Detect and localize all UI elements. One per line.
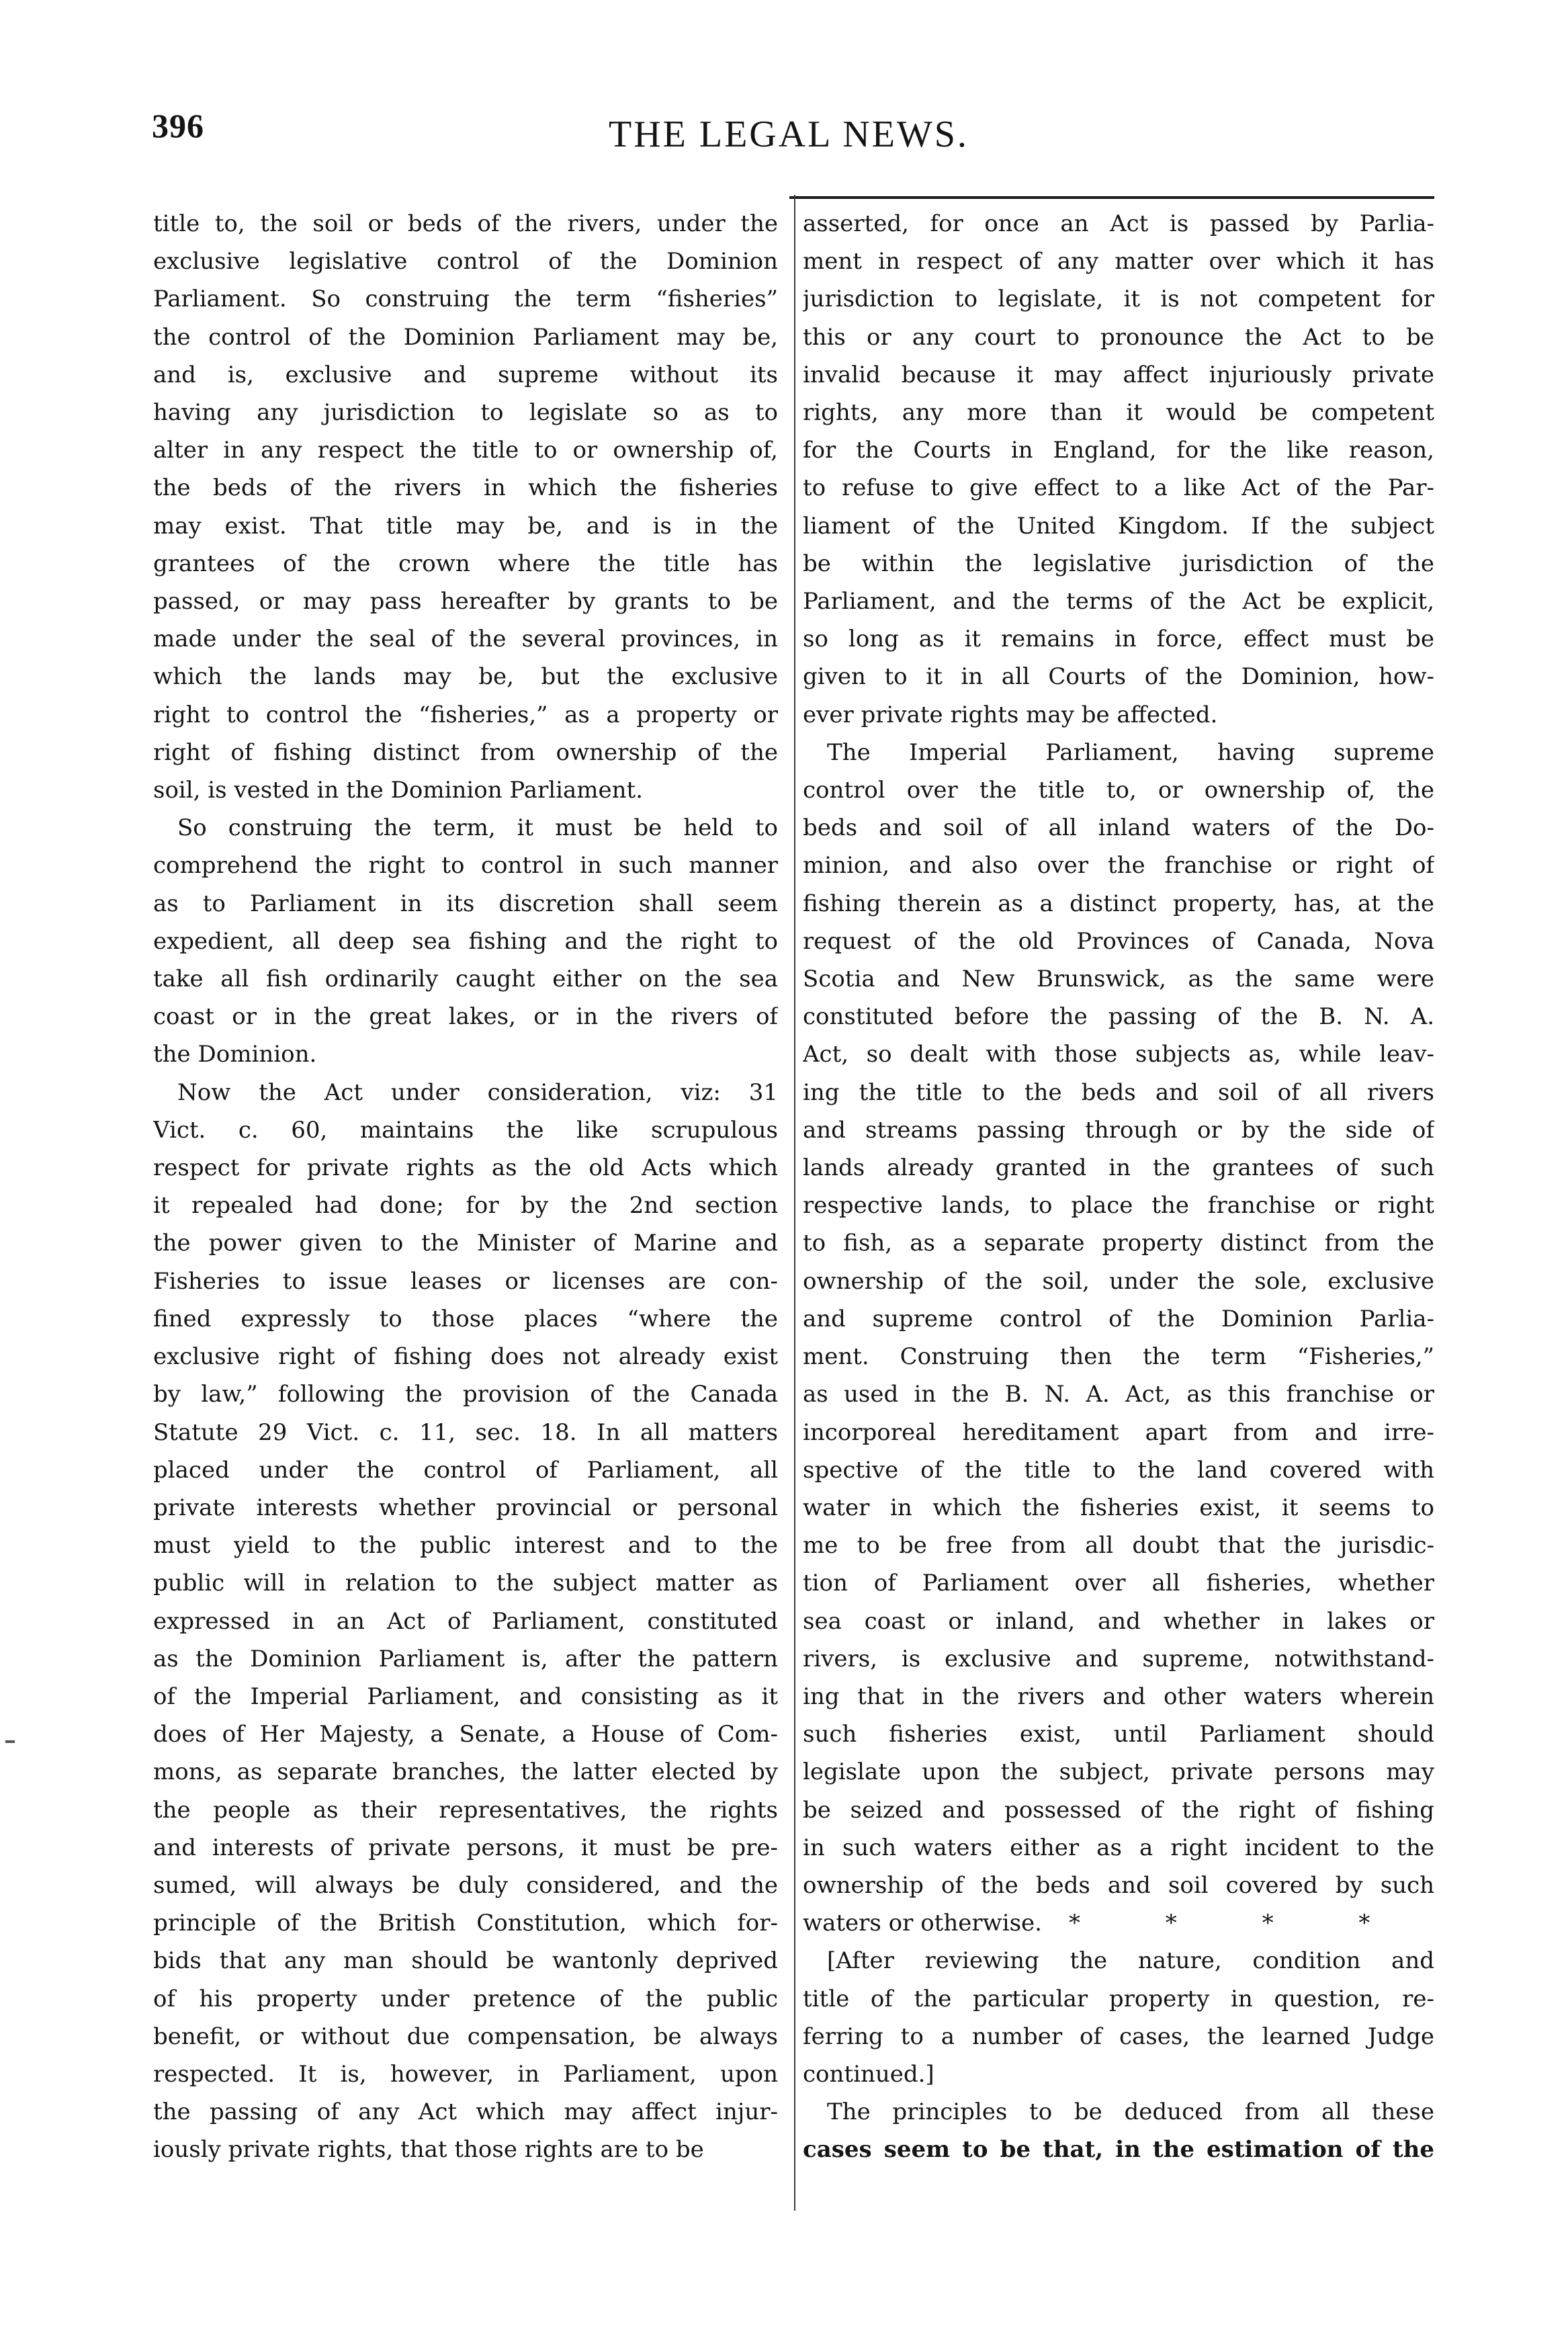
text-line: made under the seal of the several provinces, in bbox=[153, 626, 778, 653]
text-line: expedient, all deep sea fishing and the right to bbox=[153, 927, 778, 955]
text-line: beds and soil of all inland waters of the Do- bbox=[803, 814, 1434, 842]
text-line: minion, and also over the franchise or right of bbox=[803, 852, 1434, 880]
text-line: the Dominion. bbox=[153, 1041, 317, 1068]
text-line: to fish, as a separate property distinct from the bbox=[803, 1230, 1434, 1257]
page-header bbox=[152, 106, 1435, 180]
text-line: fishing therein as a distinct property, has, at the bbox=[803, 890, 1434, 917]
text-line: me to be free from all doubt that the jurisdic- bbox=[803, 1532, 1434, 1560]
text-line: Fisheries to issue leases or licenses are con- bbox=[153, 1267, 778, 1295]
text-line: [After reviewing the nature, condition and bbox=[827, 1947, 1434, 1975]
ellipsis-stars: * * * * bbox=[1068, 1910, 1409, 1937]
text-line: Parliament, and the terms of the Act be explicit, bbox=[803, 588, 1434, 615]
text-line: asserted, for once an Act is passed by Parlia- bbox=[803, 210, 1434, 237]
text-line: soil, is vested in the Dominion Parliament. bbox=[153, 777, 644, 804]
text-line: the passing of any Act which may affect injur- bbox=[153, 2098, 778, 2126]
text-line: the beds of the rivers in which the fisheries bbox=[153, 474, 778, 502]
text-line: ment. Construing then the term “Fisheries,” bbox=[803, 1343, 1434, 1371]
text-line: continued.] bbox=[803, 2060, 934, 2088]
page-number: 396 bbox=[152, 107, 204, 144]
text-line: legislate upon the subject, private persons may bbox=[803, 1758, 1434, 1786]
text-line: take all fish ordinarily caught either on the sea bbox=[153, 966, 778, 993]
text-line: Act, so dealt with those subjects as, while leav- bbox=[803, 1041, 1434, 1068]
text-line: title to, the soil or beds of the rivers, under the bbox=[153, 210, 778, 237]
text-line: lands already granted in the grantees of such bbox=[803, 1154, 1434, 1182]
text-line: cases seem to be that, in the estimation of the bbox=[803, 2136, 1434, 2164]
text-line: as the Dominion Parliament is, after the pattern bbox=[153, 1645, 778, 1672]
text-line: and is, exclusive and supreme without its bbox=[153, 361, 778, 388]
text-line: and streams passing through or by the side of bbox=[803, 1116, 1434, 1144]
text-line: Vict. c. 60, maintains the like scrupulous bbox=[153, 1116, 778, 1144]
text-line: of his property under pretence of the public bbox=[153, 1985, 778, 2012]
text-line: and supreme control of the Dominion Parlia- bbox=[803, 1305, 1434, 1332]
text-line: right of fishing distinct from ownership of the bbox=[153, 738, 778, 766]
text-line: title of the particular property in question, re- bbox=[803, 1985, 1434, 2012]
text-line: spective of the title to the land covered with bbox=[803, 1456, 1434, 1484]
left-column bbox=[153, 205, 778, 2169]
running-title: THE LEGAL NEWS. bbox=[609, 114, 969, 155]
text-line: as to Parliament in its discretion shall seem bbox=[153, 890, 778, 917]
text-line: may exist. That title may be, and is in the bbox=[153, 512, 778, 540]
text-line: such fisheries exist, until Parliament should bbox=[803, 1721, 1434, 1748]
text-line: control over the title to, or ownership of, the bbox=[803, 777, 1434, 804]
text-line: ing that in the rivers and other waters wherein bbox=[803, 1683, 1434, 1710]
text-line: grantees of the crown where the title has bbox=[153, 550, 778, 577]
text-line: invalid because it may affect injuriously private bbox=[803, 361, 1434, 388]
column-divider bbox=[794, 195, 795, 2211]
text-line: having any jurisdiction to legislate so as to bbox=[153, 399, 778, 427]
text-line: ownership of the soil, under the sole, exclusive bbox=[803, 1267, 1434, 1295]
text-line: ever private rights may be affected. bbox=[803, 701, 1218, 728]
text-line: ferring to a number of cases, the learned Judge bbox=[803, 2023, 1434, 2050]
paragraph bbox=[803, 205, 1434, 734]
text-line: ment in respect of any matter over which it has bbox=[803, 248, 1434, 275]
text-line: alter in any respect the title to or ownership of, bbox=[153, 437, 778, 464]
text-line: exclusive legislative control of the Dominion bbox=[153, 248, 778, 275]
text-line: water in which the fisheries exist, it seems to bbox=[803, 1494, 1434, 1521]
text-line: given to it in all Courts of the Dominion, how- bbox=[803, 663, 1434, 691]
text-line: tion of Parliament over all fisheries, whether bbox=[803, 1570, 1434, 1597]
text-line: rights, any more than it would be competent bbox=[803, 399, 1434, 427]
text-line: request of the old Provinces of Canada, Nova bbox=[803, 927, 1434, 955]
text-line: sumed, will always be duly considered, and the bbox=[153, 1871, 778, 1899]
text-line: rivers, is exclusive and supreme, notwithstand- bbox=[803, 1645, 1434, 1672]
paragraph bbox=[803, 734, 1434, 1943]
text-line: expressed in an Act of Parliament, constituted bbox=[153, 1607, 778, 1635]
text-line: be seized and possessed of the right of fishing bbox=[803, 1796, 1434, 1824]
text-line: exclusive right of fishing does not already exist bbox=[153, 1343, 778, 1371]
text-line: the people as their representatives, the rights bbox=[153, 1796, 778, 1824]
text-line: the control of the Dominion Parliament may be, bbox=[153, 323, 778, 351]
text-line: The Imperial Parliament, having supreme bbox=[827, 738, 1434, 766]
text-line: placed under the control of Parliament, all bbox=[153, 1456, 778, 1484]
text-line: public will in relation to the subject matter as bbox=[153, 1570, 778, 1597]
text-line: in such waters either as a right incident to the bbox=[803, 1834, 1434, 1861]
text-line: private interests whether provincial or personal bbox=[153, 1494, 778, 1521]
text-line: respected. It is, however, in Parliament, upon bbox=[153, 2060, 778, 2088]
margin-mark bbox=[5, 1740, 15, 1743]
text-line: comprehend the right to control in such manner bbox=[153, 852, 778, 880]
paragraph bbox=[803, 2093, 1434, 2168]
text-line: respective lands, to place the franchise or right bbox=[803, 1192, 1434, 1220]
text-line: jurisdiction to legislate, it is not competent for bbox=[803, 286, 1434, 313]
text-line: so long as it remains in force, effect must be bbox=[803, 626, 1434, 653]
right-column bbox=[803, 205, 1434, 2169]
text-line: coast or in the great lakes, or in the rivers of bbox=[153, 1003, 778, 1031]
text-line: bids that any man should be wantonly deprived bbox=[153, 1947, 778, 1975]
text-line-content: waters or otherwise. bbox=[803, 1910, 1042, 1937]
text-line: by law,” following the provision of the Canada bbox=[153, 1381, 778, 1408]
paragraph bbox=[803, 1942, 1434, 2093]
text-line: passed, or may pass hereafter by grants to be bbox=[153, 588, 778, 615]
text-line: mons, as separate branches, the latter elected by bbox=[153, 1758, 778, 1786]
text-line: incorporeal hereditament apart from and irre- bbox=[803, 1418, 1434, 1446]
text-line: Statute 29 Vict. c. 11, sec. 18. In all matters bbox=[153, 1418, 778, 1446]
header-rule bbox=[789, 196, 1434, 199]
text-line: Now the Act under consideration, viz: 31 bbox=[177, 1078, 778, 1106]
text-line: liament of the United Kingdom. If the subject bbox=[803, 512, 1434, 540]
text-line: to refuse to give effect to a like Act of the Par- bbox=[803, 474, 1434, 502]
text-line: sea coast or inland, and whether in lakes or bbox=[803, 1607, 1434, 1635]
text-line: for the Courts in England, for the like reason, bbox=[803, 437, 1434, 464]
text-line: The principles to be deduced from all these bbox=[827, 2098, 1434, 2126]
text-line: respect for private rights as the old Acts which bbox=[153, 1154, 778, 1182]
text-line: ing the title to the beds and soil of all rivers bbox=[803, 1078, 1434, 1106]
text-line: iously private rights, that those rights are to be bbox=[153, 2136, 704, 2164]
text-line: the power given to the Minister of Marine and bbox=[153, 1230, 778, 1257]
text-line: it repealed had done; for by the 2nd section bbox=[153, 1192, 778, 1220]
text-line: principle of the British Constitution, which for- bbox=[153, 1910, 778, 1937]
text-line bbox=[803, 1904, 1434, 1942]
text-line: be within the legislative jurisdiction of the bbox=[803, 550, 1434, 577]
text-line: So construing the term, it must be held to bbox=[177, 814, 778, 842]
text-line: which the lands may be, but the exclusive bbox=[153, 663, 778, 691]
text-line: constituted before the passing of the B. N. A. bbox=[803, 1003, 1434, 1031]
text-line: benefit, or without due compensation, be always bbox=[153, 2023, 778, 2050]
paragraph bbox=[153, 809, 778, 1073]
text-line: this or any court to pronounce the Act to be bbox=[803, 323, 1434, 351]
paragraph bbox=[153, 1074, 778, 2169]
text-line: Scotia and New Brunswick, as the same were bbox=[803, 966, 1434, 993]
text-line: does of Her Majesty, a Senate, a House of Com- bbox=[153, 1721, 778, 1748]
text-line: Parliament. So construing the term “fisheries” bbox=[153, 286, 778, 313]
text-line: as used in the B. N. A. Act, as this franchise or bbox=[803, 1381, 1434, 1408]
paragraph bbox=[153, 205, 778, 809]
text-line: ownership of the beds and soil covered by such bbox=[803, 1871, 1434, 1899]
text-line: right to control the “fisheries,” as a property or bbox=[153, 701, 778, 728]
text-line: fined expressly to those places “where the bbox=[153, 1305, 778, 1332]
text-line: and interests of private persons, it must be pre- bbox=[153, 1834, 778, 1861]
text-line: of the Imperial Parliament, and consisting as it bbox=[153, 1683, 778, 1710]
text-line: must yield to the public interest and to the bbox=[153, 1532, 778, 1560]
